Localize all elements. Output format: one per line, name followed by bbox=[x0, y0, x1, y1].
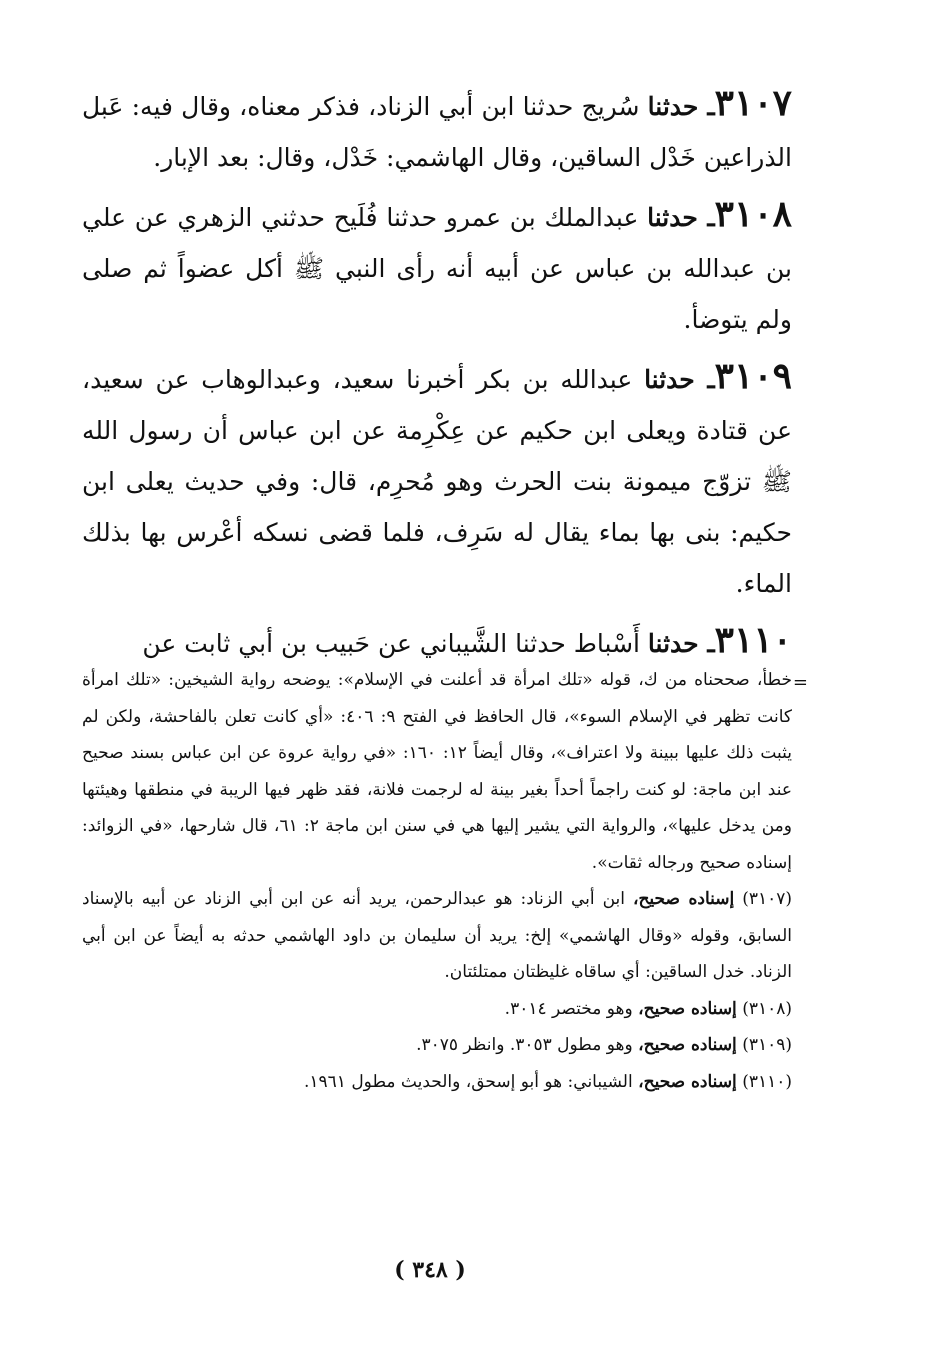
hadith-number: ٣١٠٩ bbox=[714, 355, 792, 397]
hadith-3110: ٣١١٠ـ حدثنا أَسْباط حدثنا الشَّيباني عن حَبيب بن أبي ثابت عن bbox=[142, 619, 792, 661]
hadith-3109: ٣١٠٩ـ حدثنا عبدالله بن بكر أخبرنا سعيد، وعبدالوهاب عن سعيد، عن قتادة ويعلى ابن حكيم عن عِكْرِمة عن ابن عباس أن رسول الله ﷺ تزوّج ميمونة بنت الحرث وهو مُحرِم، قال: وفي حديث يعلى ابن حكيم: بنى بها بماء يقال له سَرِف، فلما قضى نسكه أعْرس بها بذلك الماء. bbox=[82, 355, 792, 598]
main-text bbox=[82, 78, 792, 669]
footnote-keyword: إسناده صحيح، bbox=[638, 1071, 737, 1092]
hadith-keyword: حدثنا bbox=[644, 365, 695, 394]
footnote-text: وهو مختصر ٣٠١٤. bbox=[504, 998, 633, 1019]
footnote-text: الشيباني: هو أبو إسحق، والحديث مطول ١٩٦١. bbox=[303, 1071, 633, 1092]
footnote-3110 bbox=[82, 1064, 792, 1101]
footnote-continuation: خطأ، صححناه من ك، قوله «تلك امرأة قد أعلنت في الإسلام»: يوضحه رواية الشيخين: «تلك امرأة كانت تظهر في الإسلام السوء»، قال الحافظ في الفتح ٩: ٤٠٦: «أي كانت تعلن بالفاحشة، ولكن لم يثبت ذلك عليها ببينة ولا اعتراف»، وقال أيضاً ١٢: ١٦٠: «في رواية عروة عن ابن عباس بسند صحيح عند ابن ماجة: لو كنت راجماً أحداً بغير بينة له لرجمت فلانة، فقد ظهر فيها الريبة في منطقها وهيئتها ومن يدخل عليها»، والرواية التي يشير إليها هي في سنن ابن ماجة ٢: ٦١، قال شارحها، «في الزوائد: إسناده صحيح ورجاله ثقات». bbox=[82, 670, 793, 873]
hadith-text: سُريج حدثنا ابن أبي الزناد، فذكر معناه، وقال فيه: عَبل الذراعين خَدْل الساقين، وقال الهاشمي: خَدْل، وقال: بعد الإبار. bbox=[82, 92, 792, 172]
hadith-keyword: حدثنا bbox=[647, 629, 699, 658]
hadith-number: ٣١١٠ bbox=[714, 619, 792, 661]
footnote-text: وهو مطول ٣٠٥٣. وانظر ٣٠٧٥. bbox=[416, 1035, 633, 1055]
footnote-ref: (٣١٠٨) bbox=[742, 998, 792, 1019]
footnote-ref: (٣١٠٩) bbox=[742, 1035, 792, 1055]
hadith-3107: ٣١٠٧ـ حدثنا سُريج حدثنا ابن أبي الزناد، فذكر معناه، وقال فيه: عَبل الذراعين خَدْل الساقين، وقال الهاشمي: خَدْل، وقال: بعد الإبار. bbox=[82, 82, 793, 172]
hadith-text: أَسْباط حدثنا الشَّيباني عن حَبيب بن أبي ثابت عن bbox=[142, 629, 640, 658]
hadith-keyword: حدثنا bbox=[647, 203, 698, 232]
hadith-text: عبدالملك بن عمرو حدثنا فُلَيح حدثني الزهري عن علي بن عبدالله بن عباس عن أبيه أنه رأى النبي ﷺ أكل عضواً ثم صلى ولم يتوضأ. bbox=[82, 203, 792, 334]
footnote-ref: (٣١١٠) bbox=[742, 1071, 792, 1092]
hadith-text: عبدالله بن بكر أخبرنا سعيد، وعبدالوهاب عن سعيد، عن قتادة ويعلى ابن حكيم عن عِكْرِمة عن ابن عباس أن رسول الله ﷺ تزوّج ميمونة بنت الحرث وهو مُحرِم، قال: وفي حديث يعلى ابن حكيم: بنى بها بماء يقال له سَرِف، فلما قضى نسكه أعْرس بها بذلك الماء. bbox=[82, 365, 792, 598]
footnotes bbox=[82, 662, 792, 1100]
footnote-3108 bbox=[82, 991, 792, 1028]
footnote-continuation-marker: = bbox=[792, 672, 808, 693]
hadith-number: ٣١٠٨ bbox=[714, 193, 792, 235]
footnote-keyword: إسناده صحيح، bbox=[632, 889, 735, 909]
footnote-3109 bbox=[82, 1027, 792, 1064]
hadith-number: ٣١٠٧ bbox=[714, 82, 793, 124]
footnote-keyword: إسناده صحيح، bbox=[638, 998, 737, 1019]
page-number: ( ٣٤٨ ) bbox=[394, 1257, 466, 1283]
hadith-3108: ٣١٠٨ـ حدثنا عبدالملك بن عمرو حدثنا فُلَيح حدثني الزهري عن علي بن عبدالله بن عباس عن أبيه أنه رأى النبي ﷺ أكل عضواً ثم صلى ولم يتوضأ. bbox=[82, 193, 792, 334]
footnote-3107 bbox=[82, 881, 792, 991]
hadith-keyword: حدثنا bbox=[647, 92, 699, 121]
footnote-keyword: إسناده صحيح، bbox=[638, 1035, 737, 1055]
footnote-ref: (٣١٠٧) bbox=[742, 889, 793, 909]
footnote-text: ابن أبي الزناد: هو عبدالرحمن، يريد أنه عن ابن أبي الزناد عن أبيه بالإسناد السابق، وقوله «وقال الهاشمي» إلخ: يريد أن سليمان بن داود الهاشمي حدثه به أيضاً عن ابن أبي الزناد. خدل الساقين: أي ساقاه غليظتان ممتلئتان. bbox=[82, 889, 792, 982]
